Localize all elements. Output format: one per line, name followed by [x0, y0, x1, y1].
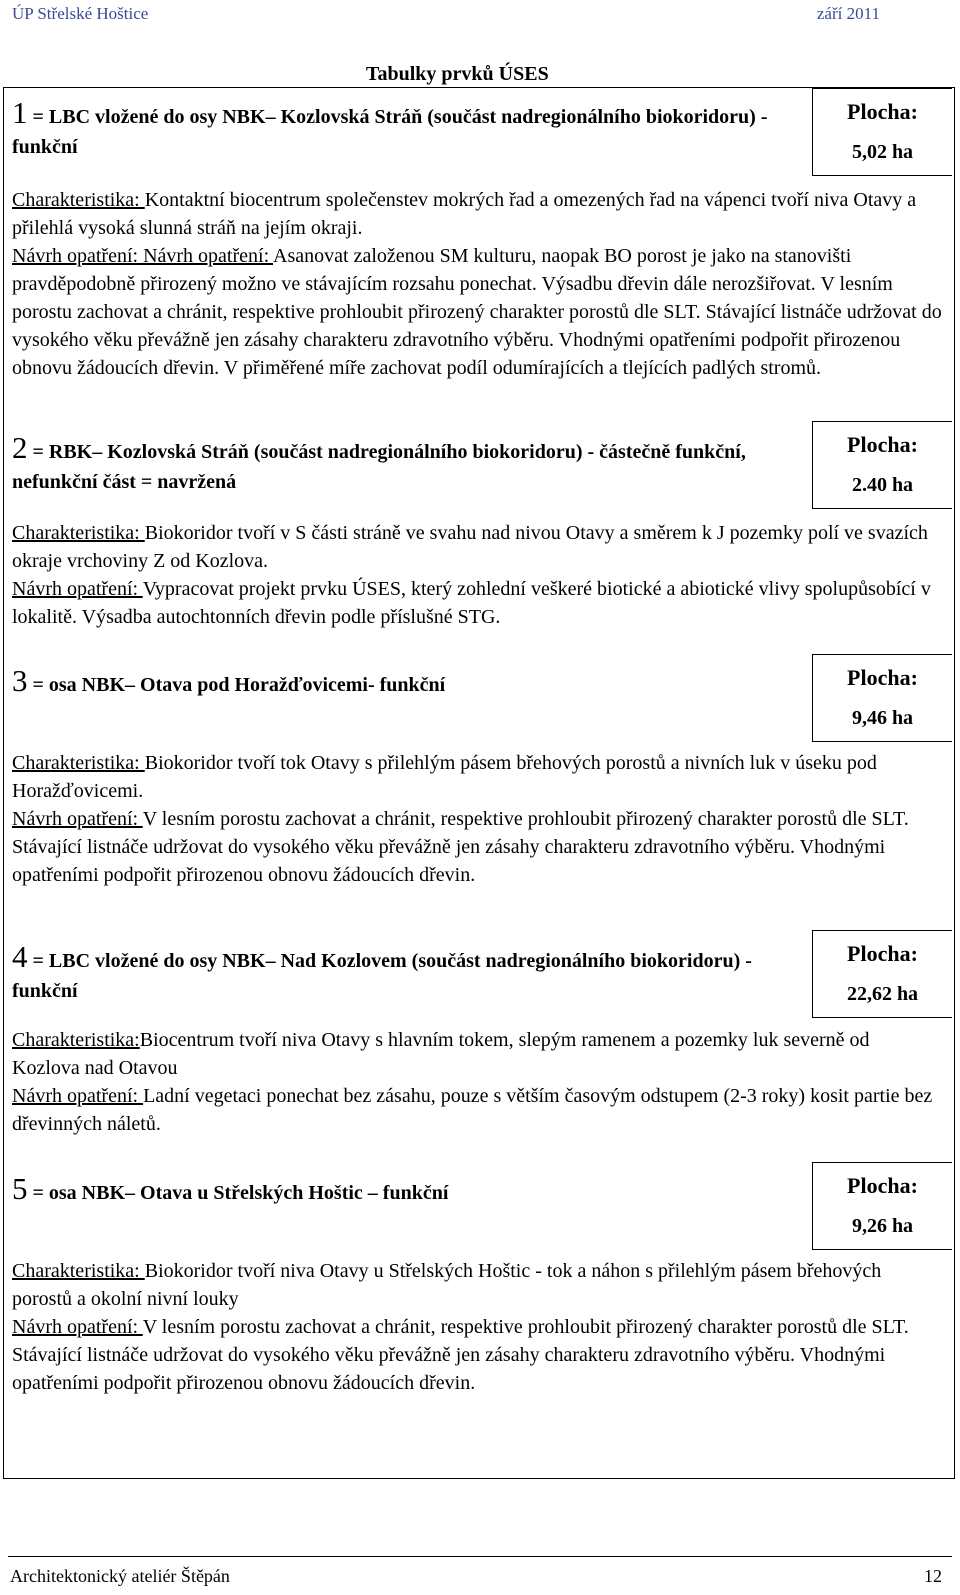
section-2-body [12, 519, 942, 631]
section-1-char-label: Charakteristika: [12, 189, 145, 211]
section-4-title-text: = LBC vložené do osy NBK– Nad Kozlovem (součást nadregionálního biokoridoru) - funkční [12, 950, 752, 1002]
page-header [12, 2, 880, 26]
section-4-plocha-box [812, 930, 952, 1018]
section-2-title-text: = RBK– Kozlovská Stráň (součást nadregionálního biokoridoru) - částečně funkční, nefunkční část = navržená [12, 441, 746, 493]
header-right: září 2011 [816, 4, 880, 23]
section-5-plocha-value: 9,26 ha [851, 1215, 914, 1237]
section-5-char-label: Charakteristika: [12, 1260, 145, 1282]
section-3-navrh-text: V lesním porostu zachovat a chránit, respektive prohloubit přirozený charakter porostů dle SLT. Stávající listnáče udržovat do vysokého věku převážně jen zásahy charakteru zdravotního výběru. Vhodnými opatřeními podpořit přirozenou obnovu žádoucích dřevin. [12, 808, 909, 886]
section-1-char-text: Kontaktní biocentrum společenstev mokrých řad a omezených řad na vápenci tvoří niva Otavy a přilehlá vysoká slunná stráň na jejím okraji. [12, 189, 917, 239]
section-1-plocha-label: Plocha: [847, 99, 918, 124]
section-4-number: 4 [12, 939, 28, 974]
section-3-measures [12, 805, 942, 889]
section-5-measures [12, 1313, 942, 1397]
section-5-plocha-label: Plocha: [847, 1173, 918, 1198]
section-5-plocha-box [812, 1162, 952, 1250]
section-2-number: 2 [12, 430, 28, 465]
section-1-title [12, 95, 802, 162]
section-2-characteristics [12, 519, 942, 575]
section-3-plocha-box [812, 654, 952, 742]
section-2-navrh-text: Vypracovat projekt prvku ÚSES, který zohlední veškeré biotické a abiotické vlivy spolupůsobící v lokalitě. Výsadba autochtonních dřevin podle příslušné STG. [12, 578, 931, 628]
section-4-plocha-label: Plocha: [847, 941, 918, 966]
section-2-plocha-box [812, 421, 952, 509]
section-3-char-text: Biokoridor tvoří tok Otavy s přilehlým pásem břehových porostů a nivních luk v úseku pod Horažďovicemi. [12, 752, 877, 802]
section-5-body [12, 1257, 942, 1397]
section-4-characteristics [12, 1026, 942, 1082]
footer-left: Architektonický ateliér Štěpán [10, 1566, 230, 1586]
section-1-navrh-text: Asanovat založenou SM kulturu, naopak BO porost je jako na stanovišti pravděpodobně přirozený možno ve stávajícím rozsahu ponechat. Výsadbu dřevin dále nerozšiřovat. V lesním porostu zachovat a chránit, respektive prohloubit přirozený charakter porostů dle SLT. Stávající listnáče udržovat do vysokého věku převážně jen zásahy charakteru zdravotního výběru. Vhodnými opatřeními podpořit přirozenou obnovu žádoucích dřevin. V přiměřené míře zachovat podíl odumírajících a tlejících padlých stromů. [12, 245, 942, 379]
section-4-navrh-text: Ladní vegetaci ponechat bez zásahu, pouze s větším časovým odstupem (2-3 roky) kosit partie bez dřevinných náletů. [12, 1085, 933, 1135]
footer-divider [8, 1556, 952, 1557]
section-4-body [12, 1026, 942, 1138]
section-4-measures [12, 1082, 942, 1138]
section-3-characteristics [12, 749, 942, 805]
page-title: Tabulky prvků ÚSES [366, 63, 549, 85]
section-2-title [12, 430, 802, 497]
section-5-title [12, 1171, 802, 1208]
section-2-char-label: Charakteristika: [12, 522, 145, 544]
section-5-characteristics [12, 1257, 942, 1313]
section-2-navrh-label: Návrh opatření: [12, 578, 143, 600]
section-3-title-text: = osa NBK– Otava pod Horažďovicemi- funkční [27, 674, 446, 696]
section-2-measures [12, 575, 942, 631]
section-4-char-label: Charakteristika: [12, 1029, 140, 1051]
section-1-plocha-value: 5,02 ha [851, 141, 914, 163]
section-3-plocha-value: 9,46 ha [851, 707, 914, 729]
section-1-measures [12, 242, 942, 382]
section-4-navrh-label: Návrh opatření: [12, 1085, 144, 1107]
section-1-title-text: = LBC vložené do osy NBK– Kozlovská Stráň (součást nadregionálního biokoridoru) - funkční [12, 106, 768, 158]
section-1-characteristics [12, 186, 942, 242]
uses-table-frame [3, 87, 955, 1479]
section-2-plocha-label: Plocha: [847, 432, 918, 457]
section-2-plocha-value: 2.40 ha [851, 474, 914, 496]
section-2-char-text: Biokoridor tvoří v S části stráně ve svahu nad nivou Otavy a směrem k J pozemky polí ve svazích okraje vrchoviny Z od Kozlova. [12, 522, 928, 572]
section-1-plocha-box [812, 88, 952, 176]
section-5-navrh-text: V lesním porostu zachovat a chránit, respektive prohloubit přirozený charakter porostů dle SLT. Stávající listnáče udržovat do vysokého věku převážně jen zásahy charakteru zdravotního výběru. Vhodnými opatřeními podpořit přirozenou obnovu žádoucích dřevin. [12, 1316, 909, 1394]
section-1-number: 1 [12, 95, 28, 130]
section-5-number: 5 [12, 1171, 28, 1206]
section-3-char-label: Charakteristika: [12, 752, 145, 774]
section-4-plocha-value: 22,62 ha [846, 983, 919, 1005]
header-left: ÚP Střelské Hoštice [12, 4, 149, 23]
section-3-navrh-label: Návrh opatření: [12, 808, 143, 830]
section-5-char-text: Biokoridor tvoří niva Otavy u Střelských Hoštic - tok a náhon s přilehlým pásem břehových porostů a okolní nivní louky [12, 1260, 882, 1310]
section-3-body [12, 749, 942, 889]
section-3-title [12, 663, 802, 700]
section-1-navrh-label: Návrh opatření: Návrh opatření: [12, 245, 274, 267]
section-3-number: 3 [12, 663, 28, 698]
section-5-navrh-label: Návrh opatření: [12, 1316, 143, 1338]
section-4-char-text: Biocentrum tvoří niva Otavy s hlavním tokem, slepým ramenem a pozemky luk severně od Kozlova nad Otavou [12, 1029, 870, 1079]
section-4-title [12, 939, 802, 1006]
section-5-title-text: = osa NBK– Otava u Střelských Hoštic – funkční [27, 1182, 449, 1204]
section-1-body [12, 186, 942, 382]
page-number: 12 [924, 1566, 942, 1586]
section-3-plocha-label: Plocha: [847, 665, 918, 690]
